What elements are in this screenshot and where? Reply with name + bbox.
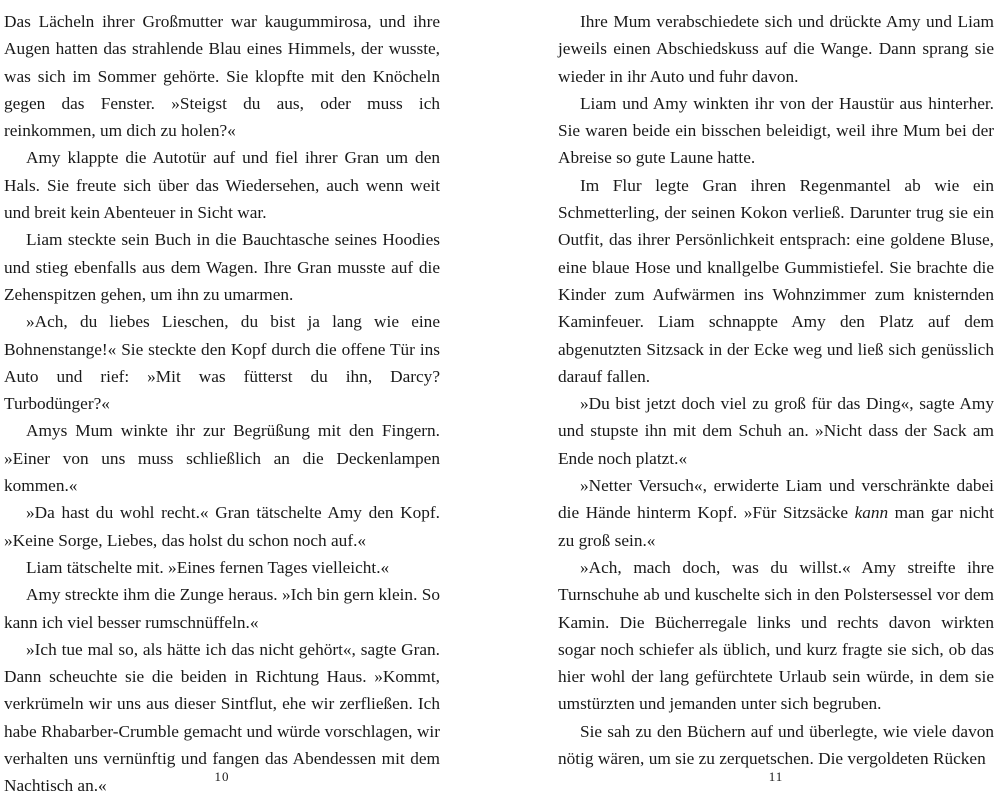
left-page	[4, 8, 440, 796]
paragraph: Amys Mum winkte ihr zur Begrüßung mit den Fingern. »Einer von uns muss schließlich an die Deckenlampen kommen.«	[4, 421, 440, 496]
paragraph: Sie sah zu den Büchern auf und überlegte, wie viele davon nötig wären, um sie zu zerquetschen. Die vergoldeten Rücken	[558, 721, 994, 769]
paragraph: Amy streckte ihm die Zunge heraus. »Ich bin gern klein. So kann ich viel besser rumschnüffeln.«	[4, 585, 440, 632]
right-page	[558, 8, 994, 793]
paragraph	[558, 472, 994, 554]
paragraph: Liam tätschelte mit. »Eines fernen Tages vielleicht.«	[26, 557, 390, 577]
page-number: 11	[768, 769, 784, 784]
paragraph: Liam steckte sein Buch in die Bauchtasche seines Hoodies und stieg ebenfalls aus dem Wagen. Ihre Gran musste auf die Zehenspitzen gehen, um ihn zu umarmen.	[4, 230, 440, 304]
left-page-text	[4, 8, 440, 800]
emphasis-text: kann	[854, 503, 889, 523]
paragraph: »Du bist jetzt doch viel zu groß für das Ding«, sagte Amy und stupste ihn mit dem Schuh an. »Nicht dass der Sack am Ende noch platzt.«	[558, 394, 994, 468]
paragraph: »Da hast du wohl recht.« Gran tätschelte Amy den Kopf. »Keine Sorge, Liebes, das holst du schon noch auf.«	[4, 503, 440, 550]
paragraph: Ihre Mum verabschiedete sich und drückte Amy und Liam jeweils einen Abschiedskuss auf die Wange. Dann sprang sie wieder in ihr Auto und fuhr davon.	[558, 12, 994, 86]
paragraph: Amy klappte die Autotür auf und fiel ihrer Gran um den Hals. Sie freute sich über das Wiedersehen, auch wenn weit und breit kein Abenteuer in Sicht war.	[4, 148, 440, 223]
right-page-text	[558, 8, 994, 772]
paragraph: »Ich tue mal so, als hätte ich das nicht gehört«, sagte Gran. Dann scheuchte sie die beiden in Richtung Haus. »Kommt, verkrümeln wir uns aus dieser Sintflut, ehe wir zerfließen. Ich habe Rhabarber-Crumble gemacht und würde vorschlagen, wir verhalten uns vernünftig und fangen das Abendessen mit dem Nachtisch an.«	[4, 639, 440, 796]
paragraph: »Ach, mach doch, was du willst.« Amy streifte ihre Turnschuhe ab und kuschelte sich in den Polstersessel vor dem Kamin. Die Bücherregale links und rechts davon wirkten sogar noch schiefer als üblich, und kurz fragte sie sich, ob das hier wohl der lang gefürchtete Urlaub sein würde, in dem sie umstürzten und jemanden unter sich begruben.	[558, 557, 994, 714]
paragraph-text-before: »Netter Versuch«, erwiderte Liam und verschränkte dabei die Hände hinterm Kopf. »Für Sitzsäcke	[558, 476, 994, 523]
page-number: 10	[214, 769, 230, 784]
paragraph: Das Lächeln ihrer Großmutter war kaugummirosa, und ihre Augen hatten das strahlende Blau eines Himmels, der wusste, was sich im Sommer gehörte. Sie klopfte mit den Knöcheln gegen das Fenster. »Steigst du aus, oder muss ich reinkommen, um dich zu holen?«	[4, 12, 440, 141]
paragraph: Im Flur legte Gran ihren Regenmantel ab wie ein Schmetterling, der seinen Kokon verließ. Darunter trug sie ein Outfit, das ihrer Persönlichkeit entsprach: eine goldene Bluse, eine blaue Hose und knallgelbe Gummistiefel. Sie brachte die Kinder zum Aufwärmen ins Wohnzimmer zum knisternden Kaminfeuer. Liam schnappte Amy den Platz auf dem abgenutzten Sitzsack in der Ecke weg und ließ sich genüsslich darauf fallen.	[558, 175, 994, 386]
paragraph-text-after: man gar nicht zu groß sein.«	[558, 503, 994, 550]
paragraph: »Ach, du liebes Lieschen, du bist ja lang wie eine Bohnenstange!« Sie steckte den Kopf durch die offene Tür ins Auto und rief: »Mit was fütterst du ihn, Darcy? Turbodünger?«	[4, 312, 440, 414]
paragraph: Liam und Amy winkten ihr von der Haustür aus hinterher. Sie waren beide ein bisschen beleidigt, weil ihre Mum bei der Abreise so gute Laune hatte.	[558, 93, 994, 168]
